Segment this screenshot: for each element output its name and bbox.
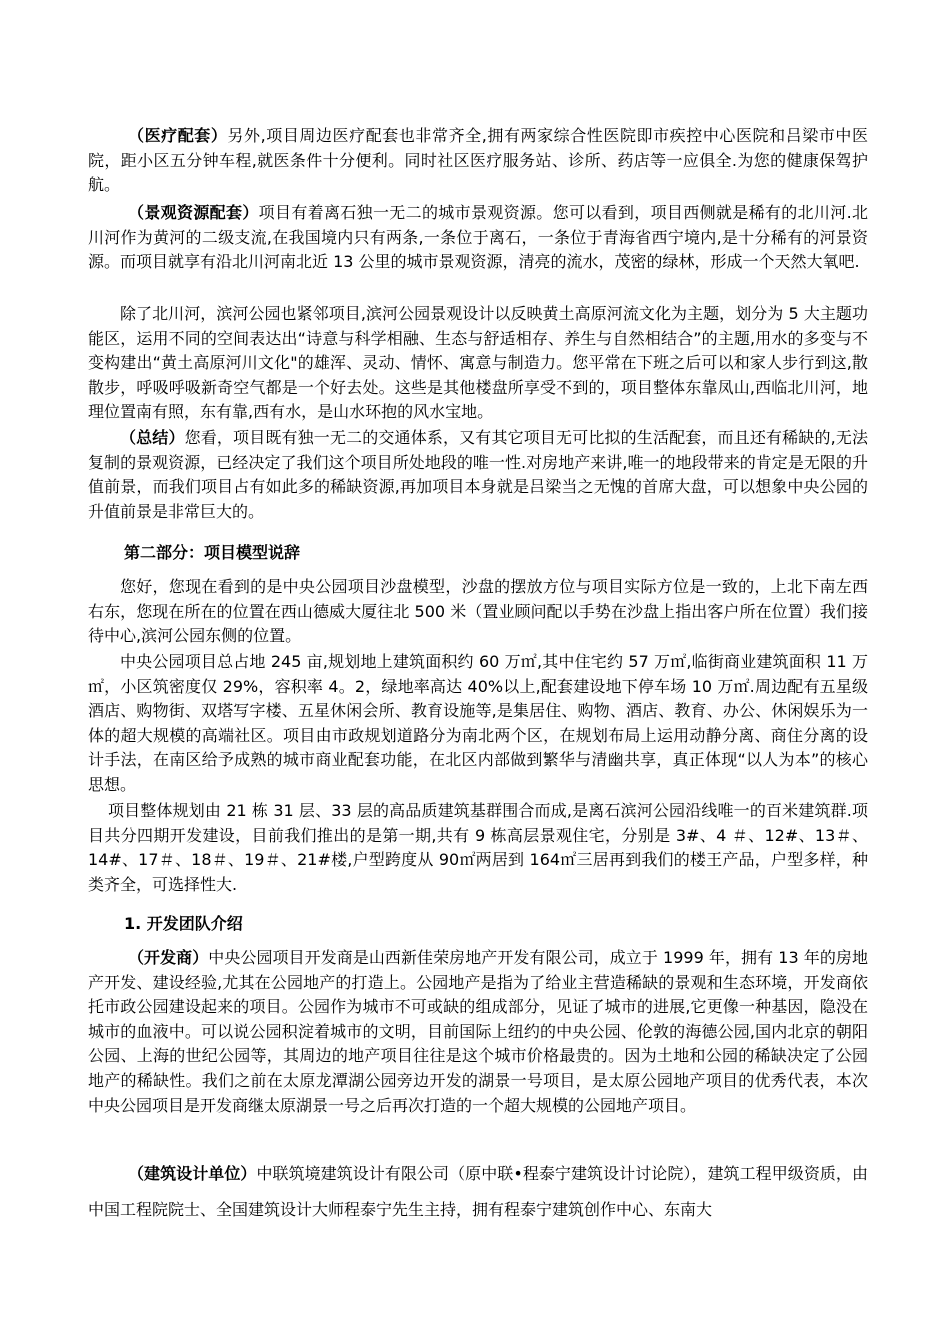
paragraph-landscape xyxy=(88,201,868,275)
text-park: 除了北川河，滨河公园也紧邻项目,滨河公园景观设计以反映黄土高原河流文化为主题，划分为 5 大主题功能区，运用不同的空间表达出“诗意与科学相融、生态与舒适相存、养生与自然相结合”的主题,用水的多变与不变构建出“黄土高原河川文化"的雄浑、灵动、情怀、寓意与制造力。您平常在下班之后可以和家人步行到这,散散步，呼吸呼吸新奇空气都是一个好去处。这些是其他楼盘所享受不到的，项目整体东靠凤山,西临北川河，地理位置南有照，东有靠,西有水，是山水环抱的风水宝地。 xyxy=(88,304,868,422)
paragraph-model-stats xyxy=(88,650,868,798)
text-model-intro: 您好，您现在看到的是中央公园项目沙盘模型，沙盘的摆放方位与项目实际方位是一致的，上北下南左西右东，您现在所在的位置在西山德威大厦往北 500 米（置业顾问配以手势在沙盘上指出客户所在位置）我们接待中心,滨河公园东侧的位置。 xyxy=(88,577,868,646)
text-model-stats: 中央公园项目总占地 245 亩,规划地上建筑面积约 60 万㎡,其中住宅约 57 万㎡,临街商业建筑面积 11 万㎡，小区筑密度仅 29%，容积率 4。2，绿地率高达 40%以上,配套建设地下停车场 10 万㎡.周边配有五星级酒店、购物街、双塔写字楼、五星休闲会所、教育设施等,是集居住、购物、酒店、教育、办公、休闲娱乐为一体的超大规模的高端社区。项目由市政规划道路分为南北两个区，在规划布局上运用动静分离、商住分离的设计手法，在南区给予成熟的城市商业配套功能，在北区内部做到繁华与清幽共享，真正体现“以人为本”的核心思想。 xyxy=(88,652,868,794)
text-summary: 您看，项目既有独一无二的交通体系，又有其它项目无可比拟的生活配套，而且还有稀缺的,无法复制的景观资源，已经决定了我们这个项目所处地段的唯一性.对房地产来讲,唯一的地段带来的肯定是无限的升值前景，而我们项目占有如此多的稀缺资源,再加项目本身就是吕梁当之无愧的首席大盘，可以想象中央公园的升值前景是非常巨大的。 xyxy=(88,428,868,521)
paragraph-model-intro xyxy=(88,575,868,649)
label-summary: （总结） xyxy=(120,428,185,447)
paragraph-park xyxy=(88,302,868,425)
section1-heading: 1. 开发团队介绍 xyxy=(124,914,243,933)
text-model-plan: 项目整体规划由 21 栋 31 层、33 层的高品质建筑基群围合而成,是离石滨河公园沿线唯一的百米建筑群.项目共分四期开发建设，目前我们推出的是第一期,共有 9 栋高层景观住宅，分别是 3#、4 ＃、12#、13＃、14#、17＃、18＃、19＃、21#楼,户型跨度从 90㎡两居到 164㎡三居再到我们的楼王产品，户型多样，种类齐全，可选择性大. xyxy=(88,801,868,894)
part2-heading: 第二部分：项目模型说辞 xyxy=(124,543,301,562)
paragraph-developer xyxy=(88,946,868,1118)
label-medical: （医疗配套） xyxy=(128,126,228,145)
paragraph-model-plan xyxy=(88,799,868,897)
label-developer: （开发商） xyxy=(128,948,209,967)
text-architect: 中联筑境建筑设计有限公司（原中联•程泰宁建筑设计讨论院），建筑工程甲级资质，由中国工程院院士、全国建筑设计大师程泰宁先生主持，拥有程泰宁建筑创作中心、东南大 xyxy=(88,1164,868,1219)
paragraph-medical xyxy=(88,124,868,198)
text-developer: 中央公园项目开发商是山西新佳荣房地产开发有限公司，成立于 1999 年，拥有 13 年的房地产开发、建设经验,尤其在公园地产的打造上。公园地产是指为了给业主营造稀缺的景观和生态环境，开发商依托市政公园建设起来的项目。公园作为城市不可或缺的组成部分，见证了城市的进展,它更像一种基因，隐没在城市的血液中。可以说公园积淀着城市的文明，目前国际上纽约的中央公园、伦敦的海德公园,国内北京的朝阳公园、上海的世纪公园等，其周边的地产项目往往是这个城市价格最贵的。因为土地和公园的稀缺决定了公园地产的稀缺性。我们之前在太原龙潭湖公园旁边开发的湖景一号项目，是太原公园地产项目的优秀代表，本次中央公园项目是开发商继太原湖景一号之后再次打造的一个超大规模的公园地产项目。 xyxy=(88,948,868,1115)
label-architect: （建筑设计单位） xyxy=(128,1164,257,1183)
label-landscape: （景观资源配套） xyxy=(128,203,259,222)
text-medical: 另外,项目周边医疗配套也非常齐全,拥有两家综合性医院即市疾控中心医院和吕梁市中医院，距小区五分钟车程,就医条件十分便利。同时社区医疗服务站、诊所、药店等一应俱全.为您的健康保驾护航。 xyxy=(88,126,868,195)
paragraph-summary xyxy=(88,426,868,524)
paragraph-architect xyxy=(88,1156,868,1228)
text-landscape: 项目有着离石独一无二的城市景观资源。您可以看到，项目西侧就是稀有的北川河.北川河作为黄河的二级支流,在我国境内只有两条,一条位于离石，一条位于青海省西宁境内,是十分稀有的河景资源。而项目就享有沿北川河南北近 13 公里的城市景观资源，清亮的流水，茂密的绿林，形成一个天然大氧吧. xyxy=(88,203,868,272)
